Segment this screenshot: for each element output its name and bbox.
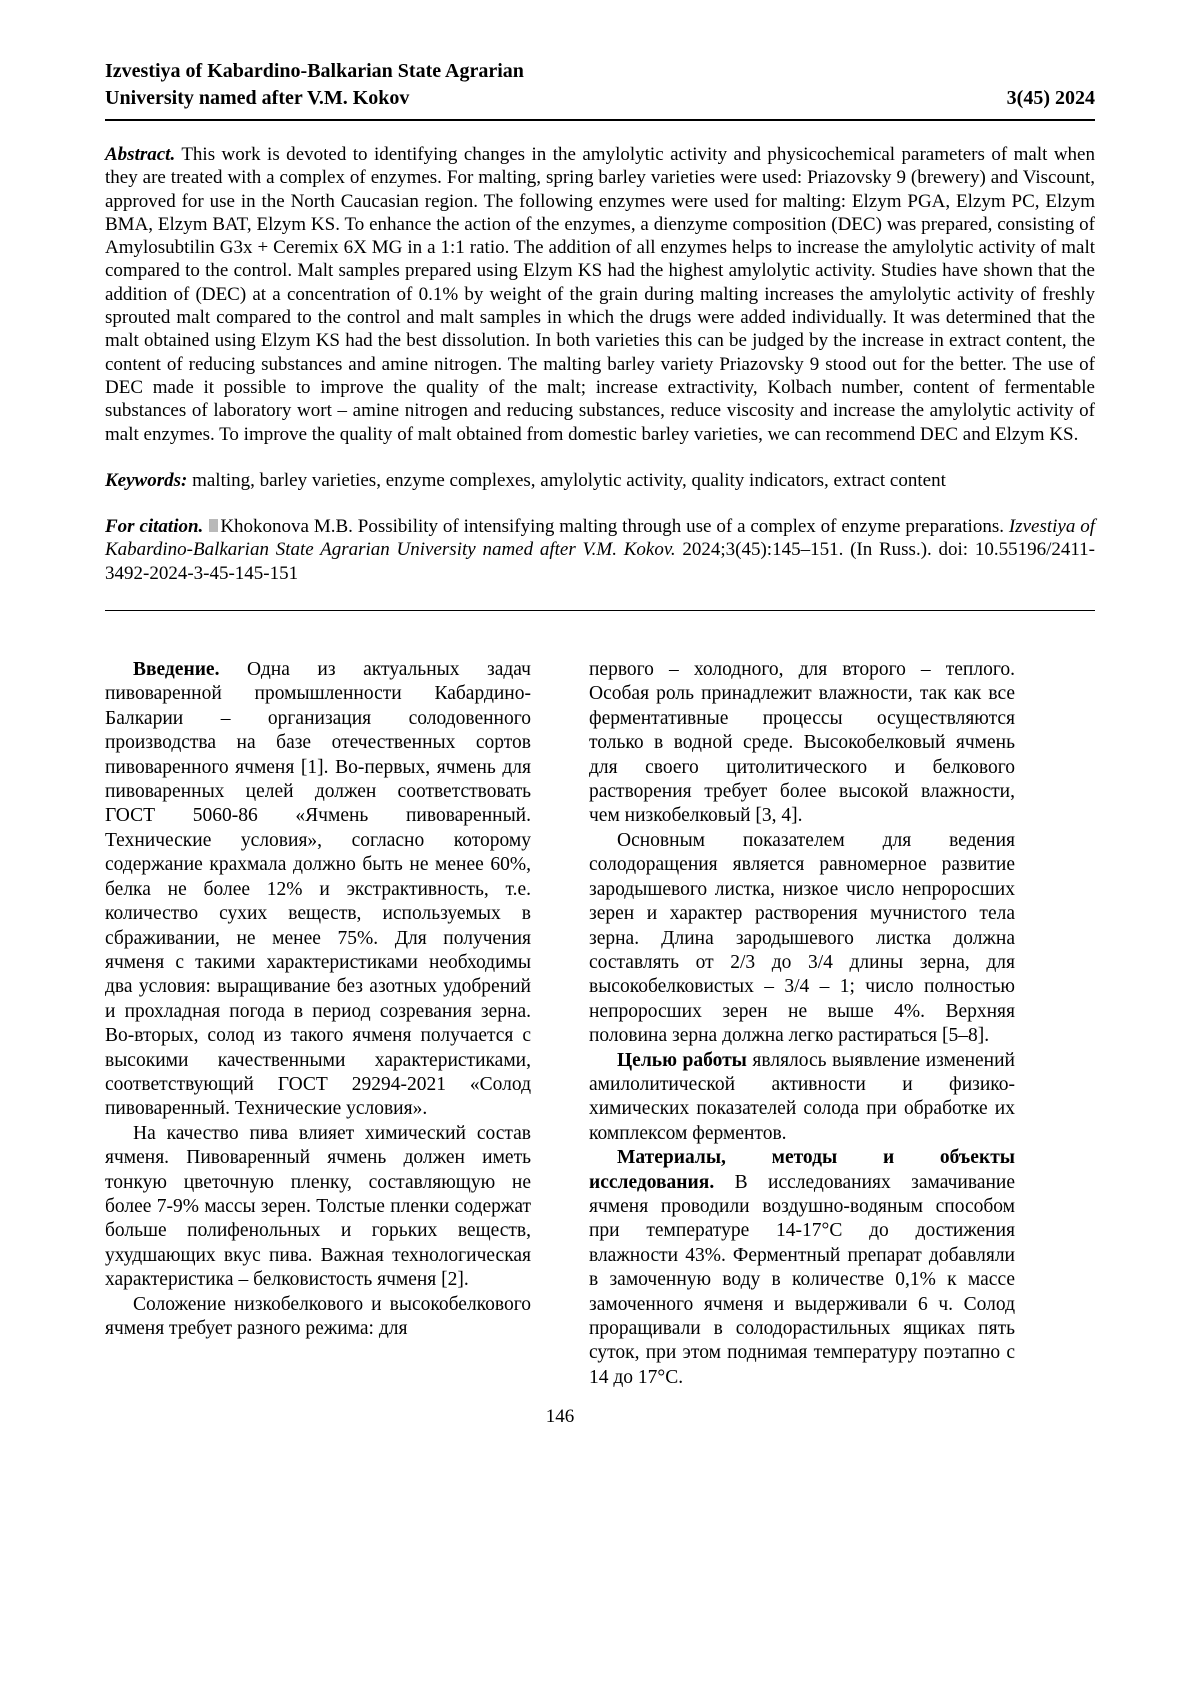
abstract-text: This work is devoted to identifying changes in the amylolytic activity and physicochemical parameters of malt when they are treated with a complex of enzymes. For malting, spring barley varieties were used: Priazovsky 9 (brewery) and Viscount, approved for use in the North Caucasian region. The following enzymes were used for malting: Elzym PGA, Elzym PC, Elzym BMA, Elzym BAT, Elzym KS. To enhance the action of the enzymes, a dienzyme composition (DEC) was prepared, consisting of Amylosubtilin G3x + Ceremix 6X MG in a 1:1 ratio. The addition of all enzymes helps to increase the amylolytic activity of malt compared to the control. Malt samples prepared using Elzym KS had the highest amylolytic activity. Studies have shown that the addition of (DEC) at a concentration of 0.1% by weight of the grain during malting increases the amylolytic activity of freshly sprouted malt compared to the control and malt samples in which the drugs were added individually. It was determined that the malt obtained using Elzym KS had the best dissolution. In both varieties this can be judged by the increase in extract content, the content of reducing substances and amine nitrogen. The malting barley variety Priazovsky 9 stood out for the better. The use of DEC made it possible to improve the quality of the malt; increase extractivity, Kolbach number, content of fermentable substances of laboratory wort – amine nitrogen and reducing substances, reduce viscosity and increase the amylolytic activity of malt enzymes. To improve the quality of malt obtained from domestic barley varieties, we can recommend DEC and Elzym KS. <box>105 144 1095 445</box>
body-paragraph-intro <box>105 658 531 1122</box>
paragraph-text: Соложение низкобелкового и высокобелкового ячменя требует разного режима: для <box>105 1293 531 1340</box>
abstract-paragraph <box>105 143 1095 446</box>
keywords-label: Keywords: <box>105 469 188 491</box>
body-paragraph-materials <box>589 1146 1015 1390</box>
journal-issue: 3(45) 2024 <box>1006 87 1095 109</box>
citation-paragraph <box>105 515 1095 585</box>
keywords-text: malting, barley varieties, enzyme complexes, amylolytic activity, quality indicators, extract content <box>187 469 946 491</box>
body-paragraph <box>105 1293 531 1342</box>
two-column-body <box>105 658 1015 1390</box>
paragraph-text: являлось выявление изменений амилолитической активности и физико-химических показателей солода при обработке их комплексом ферментов. <box>589 1049 1015 1144</box>
page-number: 146 <box>545 1406 575 1428</box>
citation-text: Khokonova M.B. Possibility of intensifying malting through use of a complex of enzyme preparations. <box>220 516 1009 538</box>
journal-title-line1: Izvestiya of Kabardino-Balkarian State Agrarian <box>105 60 524 82</box>
header-divider <box>105 119 1095 121</box>
aim-label: Целью работы <box>617 1049 747 1071</box>
right-column <box>589 658 1015 1390</box>
citation-journal-name: Izvestiya of Kabardino-Balkarian State Agrarian University named after V.M. Kokov. <box>105 516 1095 561</box>
paragraph-text: первого – холодного, для второго – теплого. Особая роль принадлежит влажности, так как все ферментативные процессы осуществляются только в водной среде. Высокобелковый ячмень для своего цитолитического и белкового растворения требует более высокой влажности, чем низкобелковый [3, 4]. <box>589 659 1015 827</box>
section-divider <box>105 610 1095 611</box>
citation-reference: 2024;3(45):145–151. (In Russ.). doi: 10.55196/2411-3492-2024-3-45-145-151 <box>105 539 1095 584</box>
citation-label: For citation. <box>105 516 204 538</box>
body-paragraph-aim <box>589 1049 1015 1147</box>
paragraph-text: В исследованиях замачивание ячменя проводили воздушно-водяным способом при температуре 14-17°С до достижения влажности 43%. Ферментный препарат добавляли в замоченную воду в количестве 0,1% к массе замоченного ячменя и выдерживали 6 ч. Солод проращивали в солодорастильных ящиках пять суток, при этом поднимая температуру поэтапно с 14 до 17°С. <box>589 1171 1015 1388</box>
left-column <box>105 658 531 1390</box>
paragraph-text: На качество пива влияет химический состав ячменя. Пивоваренный ячмень должен иметь тонкую цветочную пленку, составляющую не более 7-9% массы зерен. Толстые пленки содержат больше полифенольных и горьких веществ, ухудшающих вкус пива. Важная технологическая характеристика – белковистость ячменя [2]. <box>105 1122 531 1291</box>
paragraph-text: Одна из актуальных задач пивоваренной промышленности Кабардино-Балкарии – организация солодовенного производства на базе отечественных сортов пивоваренного ячменя [1]. Во-первых, ячмень для пивоваренных целей должен соответствовать ГОСТ 5060-86 «Ячмень пивоваренный. Технические условия», согласно которому содержание крахмала должно быть не менее 60%, белка не более 12% и экстрактивность, т.е. количество сухих веществ, используемых в сбраживании, не менее 75%. Для получения ячменя с такими характеристиками необходимы два условия: выращивание без азотных удобрений и прохладная погода в период созревания зерна. Во-вторых, солод из такого ячменя получается с высокими качественными характеристиками, соответствующий ГОСТ 29294-2021 «Солод пивоваренный. Технические условия». <box>105 659 531 1120</box>
journal-header-row <box>105 85 1095 112</box>
body-paragraph-continuation <box>589 658 1015 829</box>
intro-label: Введение. <box>133 659 220 681</box>
journal-header <box>105 58 1095 112</box>
abstract-label: Abstract. <box>105 144 176 165</box>
body-paragraph <box>105 1122 531 1293</box>
keywords-paragraph <box>105 469 1095 492</box>
body-paragraph <box>589 829 1015 1049</box>
materials-label: Материалы, методы и объекты исследования. <box>589 1147 1015 1193</box>
journal-title-line2: University named after V.M. Kokov <box>105 87 410 109</box>
paragraph-text: Основным показателем для ведения солодоращения является равномерное развитие зародышевого листка, низкое число непроросших зерен и характер растворения мучнистого тела зерна. Длина зародышевого листка должна составлять от 2/3 до 3/4 длины зерна, для высокобелковистых – 3/4 – 1; число полностью непроросших зерен не выше 4%. Верхняя половина зерна должна легко растираться [5–8]. <box>589 829 1015 1047</box>
placeholder-box-icon <box>209 519 218 532</box>
